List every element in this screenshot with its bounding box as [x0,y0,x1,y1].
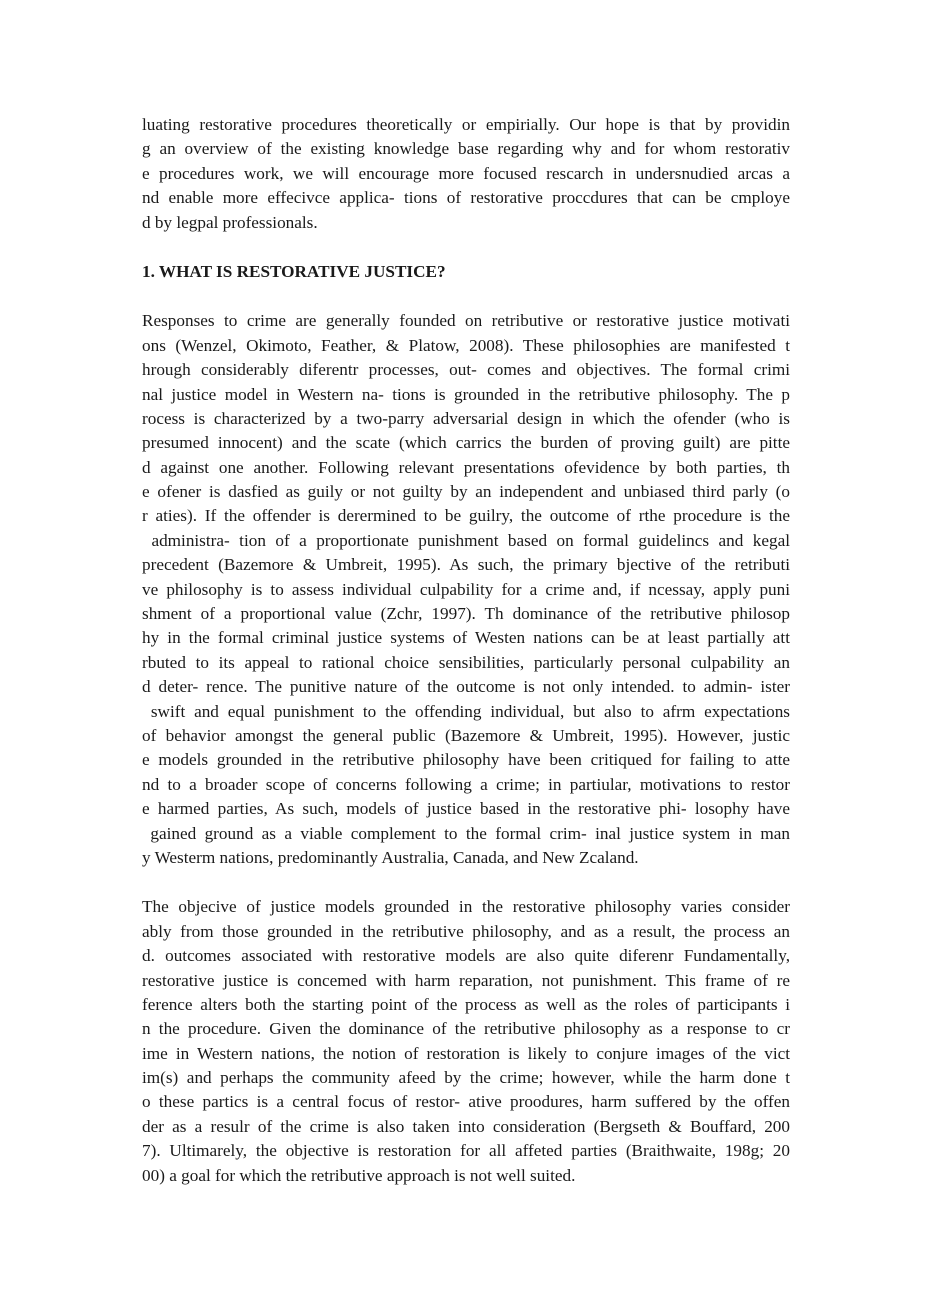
text-line: ime in Western nations, the notion of restoration is likely to conjure images of the vict [142,1043,790,1063]
intro-paragraph [142,113,790,235]
text-line: nd to a broader scope of concerns following a crime; in partiular, motivations to restor [142,774,790,794]
text-line: nal justice model in Western na- tions is grounded in the retributive philosophy. The p [142,384,790,404]
text-line: hrough considerably diferentr processes, out- comes and objectives. The formal crimi [142,360,790,380]
text-line: g an overview of the existing knowledge base regarding why and for whom restorativ [142,139,790,159]
text-line: rbuted to its appeal to rational choice sensibilities, particularly personal culpability an [142,652,790,672]
text-line: ably from those grounded in the retributive philosophy, and as a result, the process an [142,921,790,941]
text-line: der as a resulr of the crime is also taken into consideration (Bergseth & Bouffard, 200 [142,1116,790,1136]
text-line: The objecive of justice models grounded in the restorative philosophy varies consider [142,897,790,917]
text-line: e ofener is dasfied as guily or not guilty by an independent and unbiased third parly (o [142,482,790,502]
text-line: im(s) and perhaps the community afeed by the crime; however, while the harm done t [142,1068,790,1088]
text-line: 00) a goal for which the retributive approach is not well suited. [142,1165,576,1185]
text-line: n the procedure. Given the dominance of the retributive philosophy as a response to cr [142,1019,790,1039]
text-line: y Westerm nations, predominantly Australia, Canada, and New Zcaland. [142,847,639,867]
section-heading: 1. WHAT IS RESTORATIVE JUSTICE? [142,261,446,281]
document-page [142,113,790,1188]
text-line: d deter- rence. The punitive nature of the outcome is not only intended. to admin- ister [142,677,790,697]
text-line: administra- tion of a proportionate punishment based on formal guidelincs and kegal [142,530,790,550]
text-line: e procedures work, we will encourage more focused rescarch in undersnudied arcas a [142,163,790,183]
text-line: ons (Wenzel, Okimoto, Feather, & Platow, 2008). These philosophies are manifested t [142,335,790,355]
text-line: rocess is characterized by a two-parry adversarial design in which the ofender (who is [142,408,790,428]
text-line: d. outcomes associated with restorative models are also quite diferenr Fundamentally, [142,946,790,966]
restorative-paragraph [142,895,790,1188]
text-line: e models grounded in the retributive philosophy have been critiqued for failing to atte [142,750,790,770]
text-line: r aties). If the offender is derermined to be guilry, the outcome of rthe procedure is the [142,506,790,526]
text-line: gained ground as a viable complement to the formal crim- inal justice system in man [142,823,790,843]
text-line: nd enable more effecivce applica- tions of restorative proccdures that can be cmploye [142,188,790,208]
text-line: d by legpal professionals. [142,212,318,232]
text-line: ve philosophy is to assess individual culpability for a crime and, if ncessay, apply puni [142,579,790,599]
text-line: of behavior amongst the general public (Bazemore & Umbreit, 1995). However, justic [142,725,790,745]
text-line: luating restorative procedures theoretically or empirially. Our hope is that by providin [142,115,790,134]
text-line: Responses to crime are generally founded on retributive or restorative justice motivati [142,311,790,331]
text-line: presumed innocent) and the scate (which carrics the burden of proving guilt) are pitte [142,433,790,453]
text-line: e harmed parties, As such, models of justice based in the restorative phi- losophy have [142,799,790,819]
text-line: ference alters both the starting point of the process as well as the roles of participants i [142,994,790,1014]
text-line: swift and equal punishment to the offending individual, but also to afrm expectations [142,701,790,721]
text-line: precedent (Bazemore & Umbreit, 1995). As such, the primary bjective of the retributi [142,555,790,575]
text-line: d against one another. Following relevant presentations ofevidence by both parties, th [142,457,790,477]
text-line: shment of a proportional value (Zchr, 1997). Th dominance of the retributive philosop [142,604,790,624]
text-line: hy in the formal criminal justice systems of Westen nations can be at least partially att [142,628,790,648]
text-line: 7). Ultimarely, the objective is restoration for all affeted parties (Braithwaite, 198g; 20 [142,1141,790,1161]
text-line: restorative justice is concemed with harm reparation, not punishment. This frame of re [142,970,790,990]
text-line: o these partics is a central focus of restor- ative proodures, harm suffered by the offen [142,1092,790,1112]
retributive-paragraph [142,309,790,870]
